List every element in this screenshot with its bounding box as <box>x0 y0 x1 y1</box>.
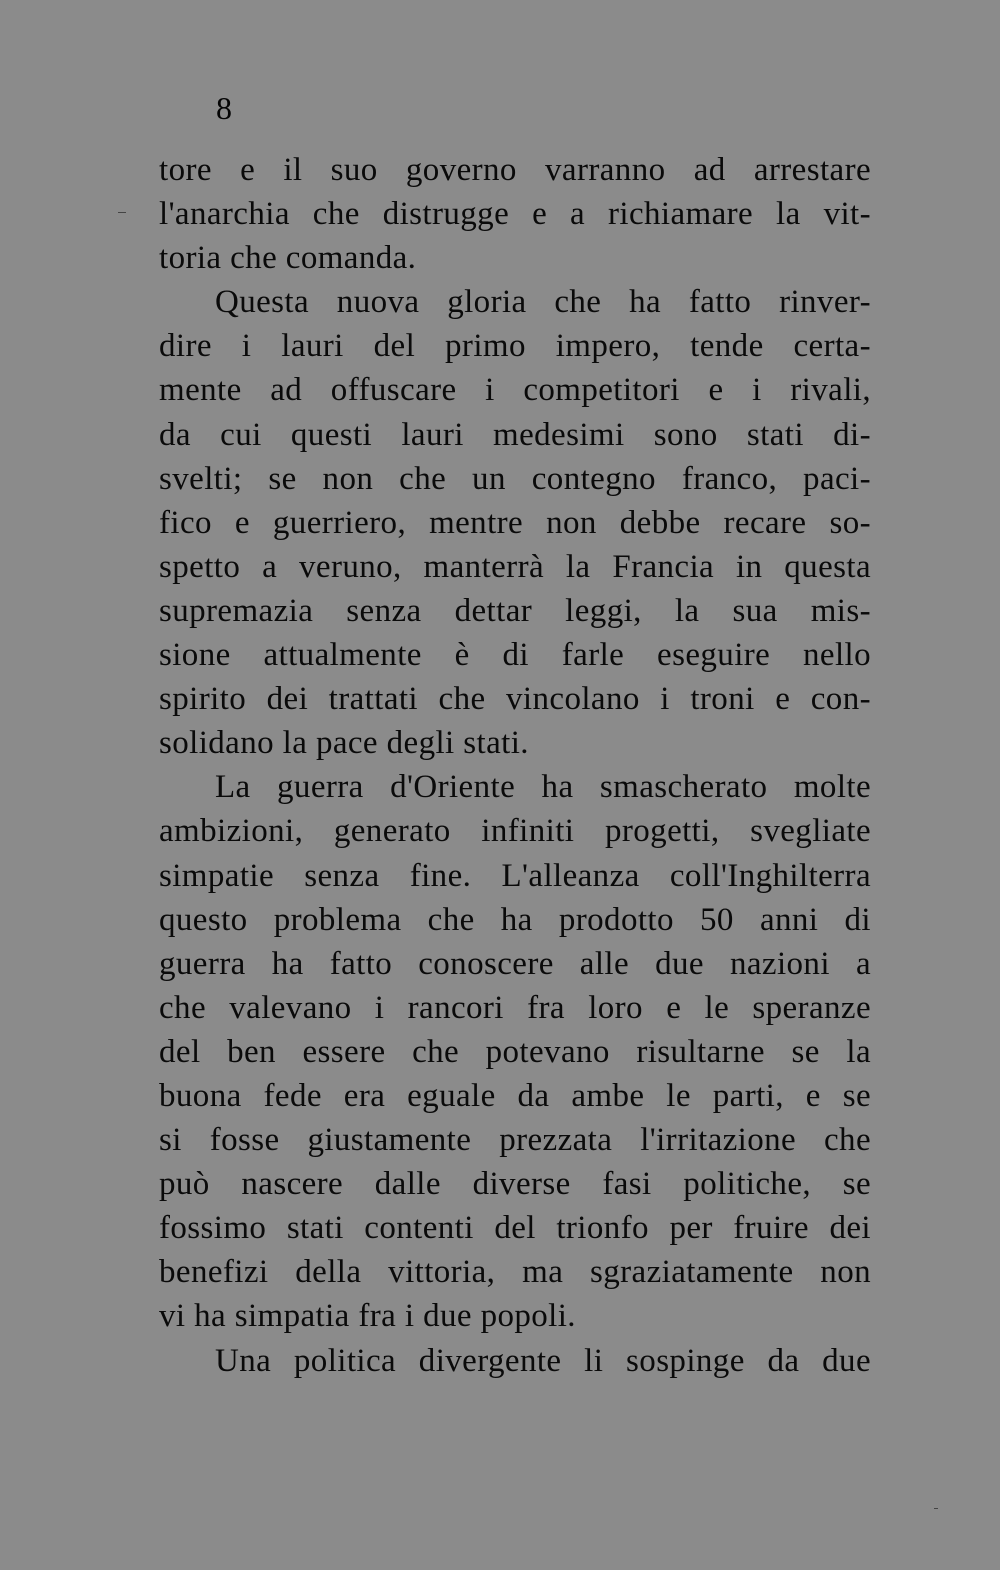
text-line: guerra ha fatto conoscere alle due nazioni a <box>159 945 871 982</box>
text-line: questo problema che ha prodotto 50 anni di <box>159 901 871 938</box>
text-line: fossimo stati contenti del trionfo per fruire dei <box>159 1210 871 1247</box>
text-line: dire i lauri del primo impero, tende certa- <box>159 328 871 365</box>
body-text <box>159 148 871 1383</box>
text-line: simpatie senza fine. L'alleanza coll'Inghilterra <box>159 857 871 894</box>
text-line: Questa nuova gloria che ha fatto rinver- <box>215 284 871 321</box>
text-line: può nascere dalle diverse fasi politiche, se <box>159 1166 871 1203</box>
page-number: 8 <box>216 90 232 126</box>
margin-mark <box>118 212 126 213</box>
text-line: tore e il suo governo varranno ad arrestare <box>159 152 871 188</box>
text-line: spetto a veruno, manterrà la Francia in questa <box>159 548 871 585</box>
text-line: del ben essere che potevano risultarne se la <box>159 1033 871 1070</box>
text-line: svelti; se non che un contegno franco, paci- <box>159 460 871 497</box>
text-line: fico e guerriero, mentre non debbe recare so- <box>159 504 871 541</box>
text-line: benefizi della vittoria, ma sgraziatamente non <box>159 1254 871 1291</box>
text-line: vi ha simpatia fra i due popoli. <box>159 1298 576 1335</box>
text-line: mente ad offuscare i competitori e i rivali, <box>159 372 871 409</box>
text-line: l'anarchia che distrugge e a richiamare la vit- <box>159 196 871 233</box>
text-line: La guerra d'Oriente ha smascherato molte <box>215 769 871 806</box>
text-line: toria che comanda. <box>159 240 417 277</box>
text-line: sione attualmente è di farle eseguire nello <box>159 637 871 674</box>
text-line: Una politica divergente li sospinge da due <box>215 1342 871 1379</box>
text-line: ambizioni, generato infiniti progetti, svegliate <box>159 813 871 850</box>
text-line: solidano la pace degli stati. <box>159 725 529 762</box>
text-line: spirito dei trattati che vincolano i troni e con- <box>159 681 871 718</box>
text-line: si fosse giustamente prezzata l'irritazione che <box>159 1122 871 1159</box>
text-line: supremazia senza dettar leggi, la sua mis- <box>159 592 871 629</box>
text-line: da cui questi lauri medesimi sono stati di- <box>159 416 871 453</box>
margin-mark <box>934 1508 938 1509</box>
text-line: buona fede era eguale da ambe le parti, e se <box>159 1077 871 1114</box>
text-line: che valevano i rancori fra loro e le speranze <box>159 989 871 1026</box>
